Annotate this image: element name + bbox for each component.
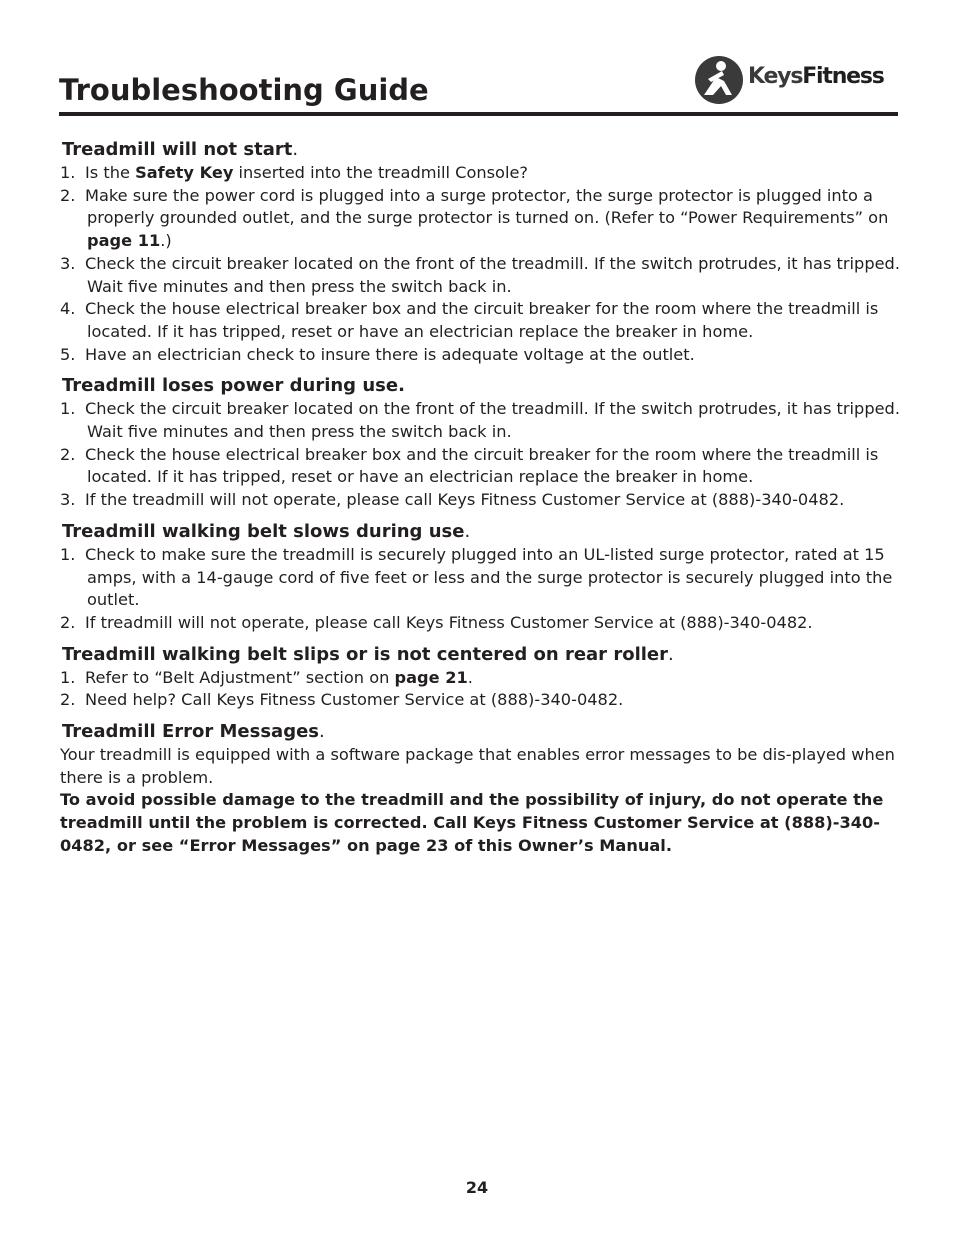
step-text: Need help? Call Keys Fitness Customer Service at (888)-340-0482. — [85, 690, 624, 710]
logo-wordmark: KeysFitness — [748, 64, 884, 89]
step-number: 2. — [60, 444, 76, 464]
running-figure-logo-icon — [694, 55, 744, 105]
safety-warning: To avoid possible damage to the treadmill and the possibility of injury, do not operate the treadmill until the problem is corrected. Call Keys Fitness Customer Service at (888)-340-0482, or see “Error Messages” on page 23 of this Owner’s Manual. — [60, 790, 884, 855]
step-number: 2. — [60, 612, 76, 632]
list-item — [60, 344, 900, 367]
step-number: 2. — [60, 185, 76, 205]
section-title: Treadmill walking belt slows during use. — [62, 520, 471, 542]
list-item — [60, 612, 900, 635]
step-number: 1. — [60, 399, 76, 419]
steps-list — [60, 667, 900, 712]
steps-list — [60, 544, 900, 635]
keys-fitness-logo — [694, 55, 899, 105]
list-item — [60, 689, 900, 712]
step-number: 4. — [60, 299, 76, 319]
step-text-end: . — [467, 667, 473, 687]
troubleshooting-section — [60, 643, 900, 712]
step-emphasis: page 21 — [394, 667, 468, 687]
section-title: Treadmill walking belt slips or is not centered on rear roller. — [62, 643, 674, 665]
step-emphasis: Safety Key — [135, 163, 234, 182]
troubleshooting-content — [60, 138, 900, 866]
troubleshooting-section — [60, 374, 900, 512]
list-item — [60, 185, 900, 253]
list-item — [60, 253, 900, 298]
step-number: 3. — [60, 253, 76, 273]
page-number: 24 — [465, 1178, 489, 1197]
step-number: 1. — [60, 544, 76, 564]
step-number: 5. — [60, 344, 76, 364]
step-text-end: .) — [160, 231, 172, 251]
section-title: Treadmill loses power during use. — [62, 375, 405, 397]
step-number: 1. — [60, 667, 76, 687]
step-number: 3. — [60, 490, 76, 510]
steps-list — [60, 398, 900, 512]
step-text: Check the house electrical breaker box and the circuit breaker for the room where the treadmill is located. If it has tripped, reset or have an electrician replace the breaker in home. — [85, 299, 879, 341]
list-item — [60, 444, 900, 489]
steps-list — [60, 162, 900, 366]
step-emphasis: page 11 — [87, 231, 161, 251]
step-number: 2. — [60, 690, 76, 710]
page-title: Troubleshooting Guide — [59, 73, 429, 107]
step-text-end: inserted into the treadmill Console? — [233, 163, 529, 182]
list-item — [60, 162, 900, 185]
step-text: Check the circuit breaker located on the front of the treadmill. If the switch protrudes, it has tripped. Wait five minutes and then press the switch back in. — [85, 253, 900, 296]
step-text: Make sure the power cord is plugged into a surge protector, the surge protector is plugged into a properly grounded outlet, and the surge protector is turned on. (Refer to “Power Requirements” on — [85, 185, 889, 228]
troubleshooting-section — [60, 520, 900, 635]
list-item — [60, 398, 900, 443]
header-divider — [59, 112, 898, 116]
section-title: Treadmill Error Messages. — [62, 721, 325, 743]
list-item — [60, 544, 900, 612]
step-text: If the treadmill will not operate, please call Keys Fitness Customer Service at (888)-340-0482. — [85, 490, 845, 510]
step-text: Check the house electrical breaker box and the circuit breaker for the room where the treadmill is located. If it has tripped, reset or have an electrician replace the breaker in home. — [85, 444, 879, 487]
step-text: Is the — [85, 163, 136, 182]
error-messages-body: Your treadmill is equipped with a software package that enables error messages to be dis-played when there is a problem. — [60, 745, 895, 787]
step-text: Refer to “Belt Adjustment” section on — [85, 667, 395, 687]
list-item — [60, 298, 900, 343]
step-text: Check to make sure the treadmill is securely plugged into an UL-listed surge protector, rated at 15 amps, with a 14-gauge cord of five feet or less and the surge protector is securely plugged into the outlet. — [85, 544, 893, 610]
step-text: If treadmill will not operate, please call Keys Fitness Customer Service at (888)-340-0482. — [85, 612, 813, 632]
list-item — [60, 489, 900, 512]
troubleshooting-section — [60, 138, 900, 366]
step-text: Check the circuit breaker located on the front of the treadmill. If the switch protrudes, it has tripped. Wait five minutes and then press the switch back in. — [85, 399, 900, 442]
list-item — [60, 667, 900, 690]
section-title: Treadmill will not start. — [62, 139, 299, 160]
step-text: Have an electrician check to insure there is adequate voltage at the outlet. — [85, 344, 695, 364]
error-messages-section — [60, 720, 900, 858]
step-number: 1. — [60, 163, 76, 182]
